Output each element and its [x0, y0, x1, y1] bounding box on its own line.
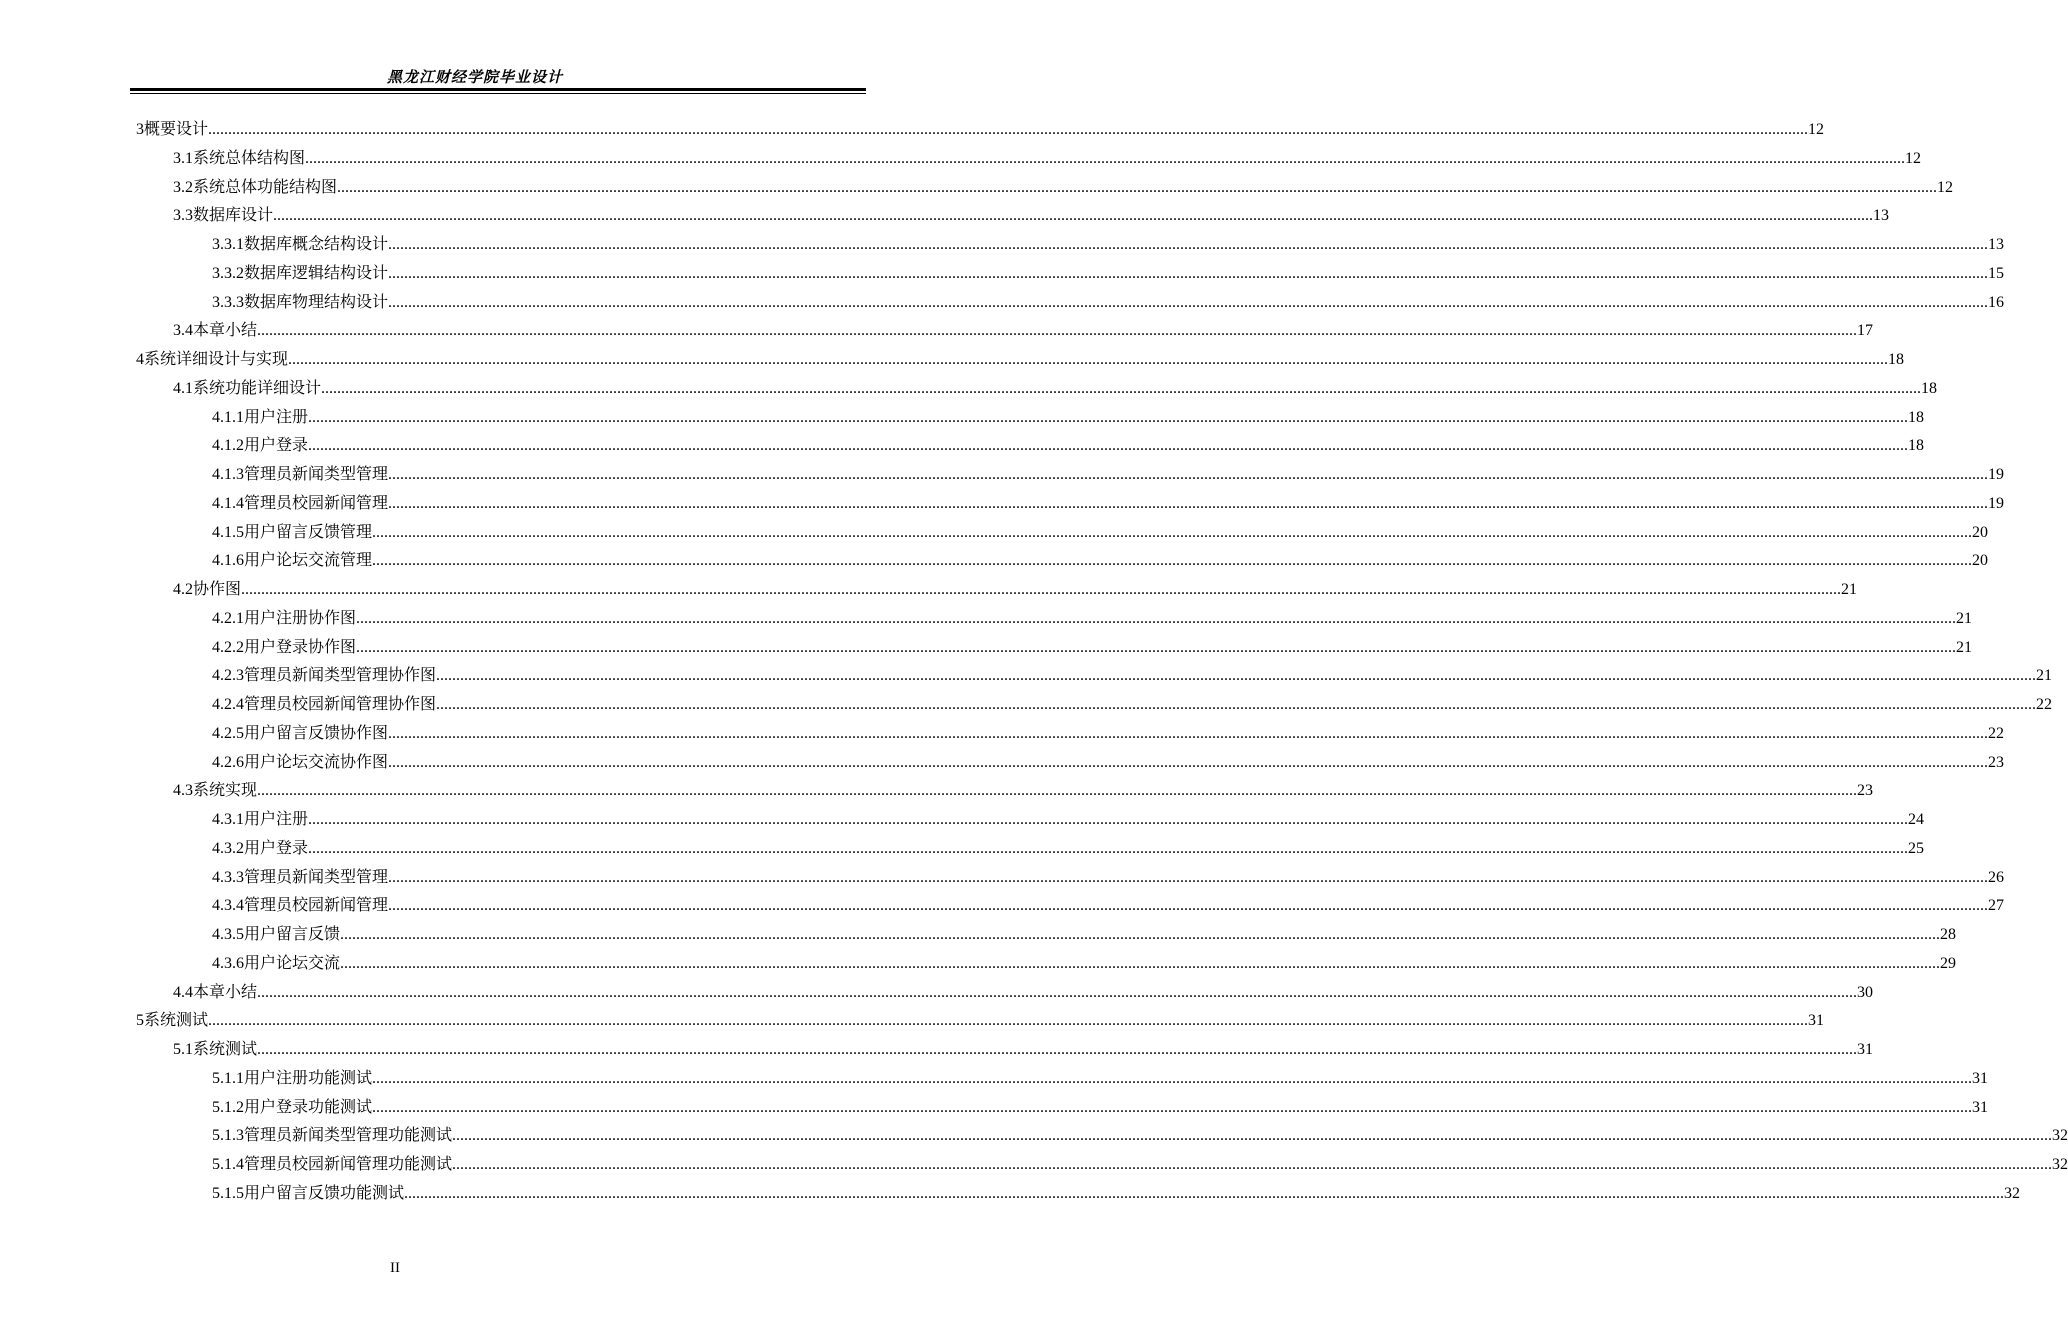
header-rule-thin: [130, 93, 866, 94]
toc-entry-line: [136, 346, 1905, 369]
toc-entry-page: 13: [1873, 207, 1890, 225]
page-number: II: [390, 1260, 400, 1276]
page-header-title: 黑龙江财经学院毕业设计: [386, 68, 563, 86]
toc-entry-line: [212, 892, 2005, 915]
toc-entry-page: 19: [1988, 466, 2005, 483]
toc-dot-leader: ................................................................................................................................................................................................................................................................................................................................................................................................................: [257, 1041, 1858, 1058]
toc-entry-title: 管理员校园新闻管理功能测试: [244, 1154, 453, 1173]
toc-entry-line: [212, 1122, 2068, 1145]
toc-entry-title: 系统功能详细设计: [193, 377, 322, 397]
toc-dot-leader: ................................................................................................................................................................................................................................................................................................................................................................................................................: [208, 1012, 1809, 1030]
toc-dot-leader: ................................................................................................................................................................................................................................................................................................................................................................................................................: [404, 1184, 2005, 1202]
toc-entry[interactable]: [0, 172, 1954, 201]
toc-dot-leader: ................................................................................................................................................................................................................................................................................................................................................................................................................: [340, 926, 1941, 943]
toc-entry-title: 系统测试: [144, 1010, 209, 1030]
toc-entry-title: 系统详细设计与实现: [144, 349, 289, 368]
toc-entry-line: [212, 1151, 2068, 1174]
toc-dot-leader: ................................................................................................................................................................................................................................................................................................................................................................................................................: [257, 322, 1858, 340]
toc-entry-number: 5.1.2: [212, 1098, 244, 1116]
toc-entry-page: 24: [1908, 811, 1925, 828]
toc-entry-page: 30: [1857, 983, 1874, 1001]
toc-entry[interactable]: [0, 574, 1858, 603]
toc-entry-page: 17: [1857, 322, 1874, 340]
toc-dot-leader: ................................................................................................................................................................................................................................................................................................................................................................................................................: [388, 466, 1989, 483]
toc-dot-leader: ................................................................................................................................................................................................................................................................................................................................................................................................................: [372, 1069, 1973, 1087]
toc-entry-page: 31: [1972, 1098, 1989, 1116]
toc-entry[interactable]: [0, 1005, 1825, 1034]
toc-entry-line: [212, 404, 1925, 427]
toc-entry-page: 18: [1908, 437, 1925, 455]
toc-dot-leader: ................................................................................................................................................................................................................................................................................................................................................................................................................: [273, 207, 1874, 225]
toc-dot-leader: ................................................................................................................................................................................................................................................................................................................................................................................................................: [337, 178, 1938, 196]
toc-entry-number: 4.2: [173, 581, 193, 598]
toc-entry[interactable]: [0, 775, 1874, 804]
toc-entry-line: [212, 806, 1925, 829]
toc-entry-line: [173, 174, 1954, 197]
toc-entry-line: [173, 576, 1858, 599]
toc-entry-number: 4.1.3: [212, 466, 244, 483]
toc-entry[interactable]: [0, 919, 1957, 948]
toc-dot-leader: ................................................................................................................................................................................................................................................................................................................................................................................................................: [308, 811, 1909, 828]
toc-entry-line: [212, 231, 2005, 254]
toc-entry-page: 21: [1956, 609, 1973, 627]
toc-entry-line: [173, 375, 1938, 398]
table-of-contents: [0, 114, 2068, 1207]
toc-entry-number: 5.1.3: [212, 1127, 244, 1145]
toc-dot-leader: ................................................................................................................................................................................................................................................................................................................................................................................................................: [288, 351, 1889, 368]
toc-dot-leader: ................................................................................................................................................................................................................................................................................................................................................................................................................: [452, 1156, 2053, 1173]
toc-entry-line: [173, 979, 1874, 1002]
toc-entry-title: 用户登录协作图: [244, 636, 357, 656]
toc-dot-leader: ................................................................................................................................................................................................................................................................................................................................................................................................................: [356, 638, 1957, 656]
toc-entry[interactable]: [0, 143, 1922, 172]
toc-entry-line: [212, 260, 2005, 283]
toc-entry-number: 3.3.3: [212, 293, 244, 311]
toc-entry-line: [212, 691, 2053, 714]
toc-entry[interactable]: [0, 804, 1925, 833]
toc-dot-leader: ................................................................................................................................................................................................................................................................................................................................................................................................................: [308, 437, 1909, 455]
toc-entry-page: 12: [1808, 121, 1825, 138]
toc-entry-title: 用户登录: [244, 837, 309, 857]
toc-entry-line: [212, 547, 1989, 570]
toc-entry-line: [212, 605, 1973, 628]
toc-entry-line: [212, 289, 2005, 312]
toc-entry-number: 4.3.2: [212, 839, 244, 857]
toc-entry-line: [212, 835, 1925, 858]
toc-dot-leader: ................................................................................................................................................................................................................................................................................................................................................................................................................: [372, 523, 1973, 541]
toc-dot-leader: ................................................................................................................................................................................................................................................................................................................................................................................................................: [372, 1098, 1973, 1116]
toc-entry-page: 22: [1988, 724, 2005, 742]
toc-entry[interactable]: [0, 517, 1989, 546]
toc-entry-title: 用户注册: [244, 809, 309, 828]
toc-entry-page: 27: [1988, 897, 2005, 915]
toc-entry-line: [212, 634, 1973, 657]
toc-entry-page: 31: [1808, 1012, 1825, 1030]
toc-entry-title: 用户登录功能测试: [244, 1096, 373, 1116]
toc-entry-page: 32: [2004, 1184, 2021, 1202]
toc-entry[interactable]: [0, 344, 1905, 373]
toc-entry[interactable]: [0, 1063, 1989, 1092]
toc-entry-page: 20: [1972, 552, 1989, 570]
toc-entry[interactable]: [0, 459, 2005, 488]
toc-entry-page: 16: [1988, 293, 2005, 311]
toc-dot-leader: ................................................................................................................................................................................................................................................................................................................................................................................................................: [388, 236, 1989, 253]
toc-entry-page: 31: [1857, 1041, 1874, 1058]
toc-entry-line: [136, 116, 1825, 139]
toc-entry-number: 5.1: [173, 1041, 193, 1058]
toc-entry-number: 3.1: [173, 149, 193, 167]
toc-entry-number: 3.2: [173, 178, 193, 196]
toc-entry-page: 21: [1956, 638, 1973, 656]
toc-entry-line: [212, 662, 2053, 685]
toc-entry[interactable]: [0, 862, 2005, 891]
toc-entry-title: 管理员校园新闻管理: [244, 492, 389, 512]
toc-entry[interactable]: [0, 718, 2005, 747]
toc-entry-line: [212, 1094, 1989, 1117]
toc-entry-number: 4.2.6: [212, 753, 244, 771]
toc-dot-leader: ................................................................................................................................................................................................................................................................................................................................................................................................................: [340, 954, 1941, 972]
toc-entry-line: [212, 461, 2005, 484]
toc-dot-leader: ................................................................................................................................................................................................................................................................................................................................................................................................................: [305, 149, 1906, 167]
toc-entry-number: 4.2.2: [212, 638, 244, 656]
toc-entry-title: 本章小结: [193, 320, 258, 340]
toc-entry-title: 用户注册协作图: [244, 607, 357, 627]
toc-entry-line: [212, 950, 1957, 973]
toc-entry-number: 5: [136, 1012, 144, 1030]
toc-entry-number: 5.1.5: [212, 1184, 244, 1202]
toc-entry-number: 4.1: [173, 379, 193, 397]
header-rule-thick: [130, 88, 866, 91]
toc-entry-title: 数据库物理结构设计: [244, 291, 389, 311]
toc-entry-line: [212, 720, 2005, 743]
toc-entry-title: 管理员校园新闻管理协作图: [244, 694, 437, 713]
toc-entry-page: 23: [1857, 782, 1874, 800]
toc-entry-title: 用户注册: [244, 406, 309, 426]
toc-entry-page: 26: [1988, 868, 2005, 886]
toc-entry-page: 18: [1921, 379, 1938, 397]
toc-entry-page: 19: [1988, 494, 2005, 512]
toc-dot-leader: ................................................................................................................................................................................................................................................................................................................................................................................................................: [452, 1127, 2053, 1145]
toc-dot-leader: ................................................................................................................................................................................................................................................................................................................................................................................................................: [388, 264, 1989, 282]
toc-entry-number: 3.4: [173, 322, 193, 340]
toc-entry-title: 系统实现: [193, 780, 258, 800]
toc-entry-page: 32: [2052, 1127, 2068, 1145]
toc-dot-leader: ................................................................................................................................................................................................................................................................................................................................................................................................................: [308, 839, 1909, 857]
toc-entry-title: 用户留言反馈功能测试: [244, 1182, 405, 1202]
toc-dot-leader: ................................................................................................................................................................................................................................................................................................................................................................................................................: [257, 983, 1858, 1001]
toc-entry-title: 用户论坛交流管理: [244, 550, 373, 570]
toc-entry-number: 4.1.4: [212, 494, 244, 512]
toc-entry[interactable]: [0, 1149, 2068, 1178]
toc-entry-title: 用户留言反馈协作图: [244, 722, 389, 742]
toc-entry-title: 概要设计: [144, 119, 209, 138]
toc-dot-leader: ................................................................................................................................................................................................................................................................................................................................................................................................................: [436, 696, 2037, 713]
toc-entry-line: [212, 749, 2005, 772]
toc-entry[interactable]: [0, 1178, 2021, 1207]
toc-entry[interactable]: [0, 1120, 2068, 1149]
toc-entry-title: 用户论坛交流协作图: [244, 751, 389, 771]
toc-entry-page: 28: [1940, 926, 1957, 943]
toc-entry-number: 4.3.4: [212, 897, 244, 915]
toc-dot-leader: ................................................................................................................................................................................................................................................................................................................................................................................................................: [257, 782, 1858, 800]
toc-entry-line: [212, 864, 2005, 887]
toc-entry-line: [173, 317, 1874, 340]
toc-entry-line: [212, 921, 1957, 944]
toc-dot-leader: ................................................................................................................................................................................................................................................................................................................................................................................................................: [241, 581, 1842, 598]
toc-entry-number: 4.3.1: [212, 811, 244, 828]
toc-entry-title: 管理员新闻类型管理协作图: [244, 665, 437, 685]
toc-entry[interactable]: [0, 603, 1973, 632]
toc-entry-line: [173, 202, 1890, 225]
toc-entry-number: 4.3.3: [212, 868, 244, 886]
toc-entry[interactable]: [0, 287, 2005, 316]
toc-entry-number: 3.3.2: [212, 264, 244, 282]
toc-dot-leader: ................................................................................................................................................................................................................................................................................................................................................................................................................: [388, 724, 1989, 742]
toc-entry-line: [212, 519, 1989, 542]
toc-entry-page: 18: [1888, 351, 1905, 368]
toc-entry-number: 4.1.5: [212, 523, 244, 541]
toc-dot-leader: ................................................................................................................................................................................................................................................................................................................................................................................................................: [321, 379, 1922, 397]
toc-entry[interactable]: [0, 315, 1874, 344]
toc-dot-leader: ................................................................................................................................................................................................................................................................................................................................................................................................................: [356, 609, 1957, 627]
toc-entry-number: 3: [136, 121, 144, 138]
toc-entry-page: 22: [2036, 696, 2053, 713]
toc-entry-title: 数据库逻辑结构设计: [244, 262, 389, 282]
toc-entry-line: [212, 1065, 1989, 1088]
toc-entry-line: [136, 1007, 1825, 1030]
toc-entry[interactable]: [0, 632, 1973, 661]
toc-dot-leader: ................................................................................................................................................................................................................................................................................................................................................................................................................: [388, 293, 1989, 311]
toc-entry-page: 32: [2052, 1156, 2068, 1173]
toc-entry-title: 本章小结: [193, 981, 258, 1001]
toc-entry-line: [212, 432, 1925, 455]
toc-entry-line: [173, 777, 1874, 800]
toc-dot-leader: ................................................................................................................................................................................................................................................................................................................................................................................................................: [388, 868, 1989, 886]
toc-entry[interactable]: [0, 1092, 1989, 1121]
toc-entry-page: 12: [1905, 149, 1922, 167]
toc-entry-page: 12: [1937, 178, 1954, 196]
toc-entry-number: 4.2.1: [212, 609, 244, 627]
toc-entry-number: 4.2.5: [212, 724, 244, 742]
toc-entry-page: 21: [1841, 581, 1858, 598]
toc-entry[interactable]: [0, 488, 2005, 517]
toc-entry-page: 31: [1972, 1069, 1989, 1087]
toc-entry[interactable]: [0, 200, 1890, 229]
toc-entry-page: 18: [1908, 408, 1925, 426]
toc-entry[interactable]: [0, 890, 2005, 919]
toc-entry-number: 4.1.6: [212, 552, 244, 570]
toc-entry-number: 4.3.5: [212, 926, 244, 943]
toc-entry[interactable]: [0, 402, 1925, 431]
toc-entry-line: [173, 1036, 1874, 1059]
toc-entry-title: 系统测试: [193, 1039, 258, 1058]
toc-entry-title: 协作图: [193, 579, 242, 598]
toc-dot-leader: ................................................................................................................................................................................................................................................................................................................................................................................................................: [308, 408, 1909, 426]
toc-entry[interactable]: [0, 258, 2005, 287]
toc-dot-leader: ................................................................................................................................................................................................................................................................................................................................................................................................................: [388, 753, 1989, 771]
toc-entry-title: 用户注册功能测试: [244, 1067, 373, 1087]
toc-entry-title: 用户论坛交流: [244, 952, 341, 972]
toc-entry-page: 15: [1988, 264, 2005, 282]
toc-entry-title: 用户留言反馈: [244, 924, 341, 943]
toc-entry-number: 4.4: [173, 983, 193, 1001]
toc-entry[interactable]: [0, 545, 1989, 574]
toc-entry-title: 用户登录: [244, 435, 309, 455]
toc-entry-line: [173, 145, 1922, 168]
toc-entry-title: 系统总体结构图: [193, 147, 306, 167]
toc-entry[interactable]: [0, 948, 1957, 977]
toc-entry[interactable]: [0, 114, 1825, 143]
toc-entry-number: 4.1.2: [212, 437, 244, 455]
toc-entry-title: 系统总体功能结构图: [193, 176, 338, 196]
toc-entry-title: 数据库概念结构设计: [244, 234, 389, 253]
toc-entry-title: 管理员新闻类型管理: [244, 866, 389, 886]
toc-entry[interactable]: [0, 1034, 1874, 1063]
toc-dot-leader: ................................................................................................................................................................................................................................................................................................................................................................................................................: [436, 667, 2037, 685]
toc-entry-line: [212, 1180, 2021, 1203]
toc-entry-number: 4: [136, 351, 144, 368]
toc-entry-number: 4.3.6: [212, 954, 244, 972]
toc-entry[interactable]: [0, 833, 1925, 862]
toc-entry-number: 3.3.1: [212, 236, 244, 253]
toc-entry[interactable]: [0, 373, 1938, 402]
toc-entry-number: 5.1.4: [212, 1156, 244, 1173]
toc-entry-page: 20: [1972, 523, 1989, 541]
toc-entry[interactable]: [0, 229, 2005, 258]
toc-entry[interactable]: [0, 660, 2053, 689]
toc-entry-number: 3.3: [173, 207, 193, 225]
toc-entry-number: 4.2.4: [212, 696, 244, 713]
toc-entry-number: 5.1.1: [212, 1069, 244, 1087]
toc-entry[interactable]: [0, 747, 2005, 776]
toc-entry-number: 4.2.3: [212, 667, 244, 685]
toc-entry-line: [212, 490, 2005, 513]
toc-entry-title: 数据库设计: [193, 205, 274, 225]
toc-dot-leader: ................................................................................................................................................................................................................................................................................................................................................................................................................: [388, 494, 1989, 512]
toc-entry-title: 管理员校园新闻管理: [244, 895, 389, 915]
toc-entry-page: 23: [1988, 753, 2005, 771]
toc-entry-title: 管理员新闻类型管理: [244, 464, 389, 483]
toc-entry-title: 管理员新闻类型管理功能测试: [244, 1125, 453, 1145]
toc-dot-leader: ................................................................................................................................................................................................................................................................................................................................................................................................................: [372, 552, 1973, 570]
toc-entry[interactable]: [0, 430, 1925, 459]
toc-entry-page: 25: [1908, 839, 1925, 857]
toc-dot-leader: ................................................................................................................................................................................................................................................................................................................................................................................................................: [208, 121, 1809, 138]
toc-entry-page: 13: [1988, 236, 2005, 253]
toc-entry-title: 用户留言反馈管理: [244, 521, 373, 541]
toc-entry-number: 4.3: [173, 782, 193, 800]
toc-entry[interactable]: [0, 689, 2053, 718]
toc-entry-page: 21: [2036, 667, 2053, 685]
toc-entry-page: 29: [1940, 954, 1957, 972]
toc-entry-number: 4.1.1: [212, 408, 244, 426]
toc-entry[interactable]: [0, 977, 1874, 1006]
toc-dot-leader: ................................................................................................................................................................................................................................................................................................................................................................................................................: [388, 897, 1989, 915]
